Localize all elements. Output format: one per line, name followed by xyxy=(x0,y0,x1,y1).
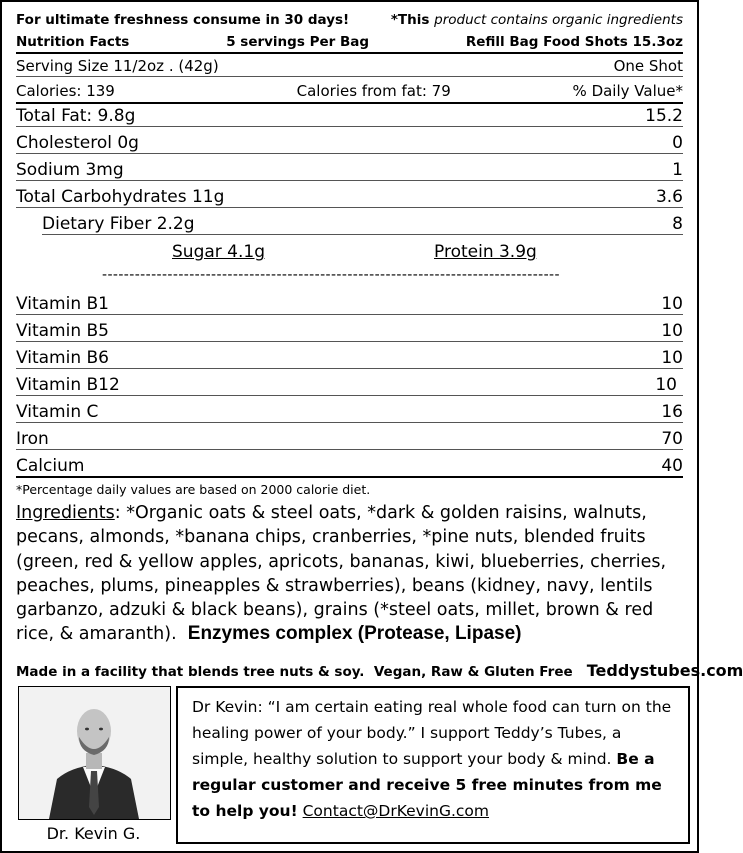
facts-header xyxy=(16,34,683,54)
nutrient-value: 3.6 xyxy=(655,187,683,207)
nutrient-label: Cholesterol 0g xyxy=(16,133,139,153)
serving-size: Serving Size 11/2oz . (42g) xyxy=(16,57,219,75)
vitamin-value: 10 xyxy=(661,294,683,314)
vitamin-row xyxy=(16,321,683,342)
website-link[interactable]: Teddystubes.com xyxy=(586,661,743,680)
divider: ------------------------------------------------------------------------------------ xyxy=(102,267,560,283)
nutrient-value: 0 xyxy=(672,133,683,153)
vitamin-label: Vitamin B1 xyxy=(16,294,110,314)
enzymes-note: Enzymes complex (Protease, Lipase) xyxy=(187,623,522,645)
vitamin-row xyxy=(16,294,683,315)
daily-value-header: % Daily Value* xyxy=(572,82,683,100)
serving-row xyxy=(16,57,683,77)
doctor-caption: Dr. Kevin G. xyxy=(46,824,141,843)
vitamin-value: 70 xyxy=(661,429,683,449)
nutrient-label: Total Fat: 9.8g xyxy=(16,106,136,126)
doctor-quote: Dr Kevin: “I am certain eating real whole food can turn on the healing power of your body.” I support Teddy’s Tubes, a simple, healthy solution to support your body & mind. xyxy=(192,698,672,768)
vitamin-label: Vitamin C xyxy=(16,402,99,422)
nutrient-value: 15.2 xyxy=(645,106,683,126)
calories-row xyxy=(16,82,683,104)
vitamin-row xyxy=(16,348,683,369)
nutrient-label: Total Carbohydrates 11g xyxy=(16,187,225,207)
vitamin-row xyxy=(16,429,683,450)
vitamin-value: 16 xyxy=(661,402,683,422)
header-line xyxy=(16,12,683,28)
vitamin-label: Vitamin B12 xyxy=(16,375,120,395)
ingredients-paragraph xyxy=(16,501,687,647)
vitamin-value: 40 xyxy=(661,456,683,476)
nutrient-row xyxy=(16,187,683,208)
nutrient-row xyxy=(16,106,683,127)
doctor-quote-box xyxy=(176,686,690,844)
footer-line xyxy=(16,661,743,680)
nutrient-value: 1 xyxy=(672,160,683,180)
vitamin-label: Calcium xyxy=(16,456,85,476)
vitamin-row xyxy=(16,375,683,396)
nutrient-label: Sodium 3mg xyxy=(16,160,124,180)
ingredients-heading: Ingredients xyxy=(16,503,115,523)
doctor-photo xyxy=(18,686,171,820)
nutrient-row xyxy=(42,214,683,235)
nutrient-label: Dietary Fiber 2.2g xyxy=(42,214,195,234)
calories-total: Calories: 139 xyxy=(16,82,115,100)
facility-note: Made in a facility that blends tree nuts & soy. xyxy=(16,664,365,680)
vitamin-row xyxy=(16,456,683,478)
vitamin-label: Iron xyxy=(16,429,49,449)
nutrient-value: 8 xyxy=(672,214,683,234)
vitamin-value: 10 xyxy=(661,321,683,341)
contact-email-link[interactable]: Contact@DrKevinG.com xyxy=(302,802,489,820)
vitamin-label: Vitamin B6 xyxy=(16,348,110,368)
doctor-offer: Be a regular customer and receive 5 free minutes from me to help you! xyxy=(192,750,662,820)
freshness-note: For ultimate freshness consume in 30 days! xyxy=(16,12,350,28)
servings-per-bag: 5 servings Per Bag xyxy=(226,34,370,50)
protein-value: Protein 3.9g xyxy=(434,242,537,262)
ingredients-text: : *Organic oats & steel oats, *dark & golden raisins, walnuts, pecans, almonds, *banana chips, cranberries, *pine nuts, blended fruits (green, red & yellow apples, apricots, bananas, kiwi, blueberries, cherries, peaches, plums, pineapples & strawberries), beans (kidney, navy, lentils garbanzo, adzuki & black beans), grains (*steel oats, millet, brown & red rice, & amaranth). xyxy=(16,503,667,645)
serving-unit: One Shot xyxy=(613,57,683,75)
nutrient-row xyxy=(16,160,683,181)
vitamin-label: Vitamin B5 xyxy=(16,321,110,341)
vitamin-row xyxy=(16,402,683,423)
vitamin-value: 10 xyxy=(661,348,683,368)
vitamin-value: 10 xyxy=(655,375,677,395)
nutrient-row xyxy=(16,133,683,154)
doctor-portrait-icon xyxy=(19,687,170,819)
facts-title: Nutrition Facts xyxy=(16,34,130,50)
calories-from-fat: Calories from fat: 79 xyxy=(296,82,451,100)
sugar-value: Sugar 4.1g xyxy=(172,242,265,262)
organic-note: *This product contains organic ingredients xyxy=(390,12,683,28)
footnote: *Percentage daily values are based on 2000 calorie diet. xyxy=(16,482,371,497)
diet-note: Vegan, Raw & Gluten Free xyxy=(373,664,573,680)
product-name: Refill Bag Food Shots 15.3oz xyxy=(465,34,683,50)
